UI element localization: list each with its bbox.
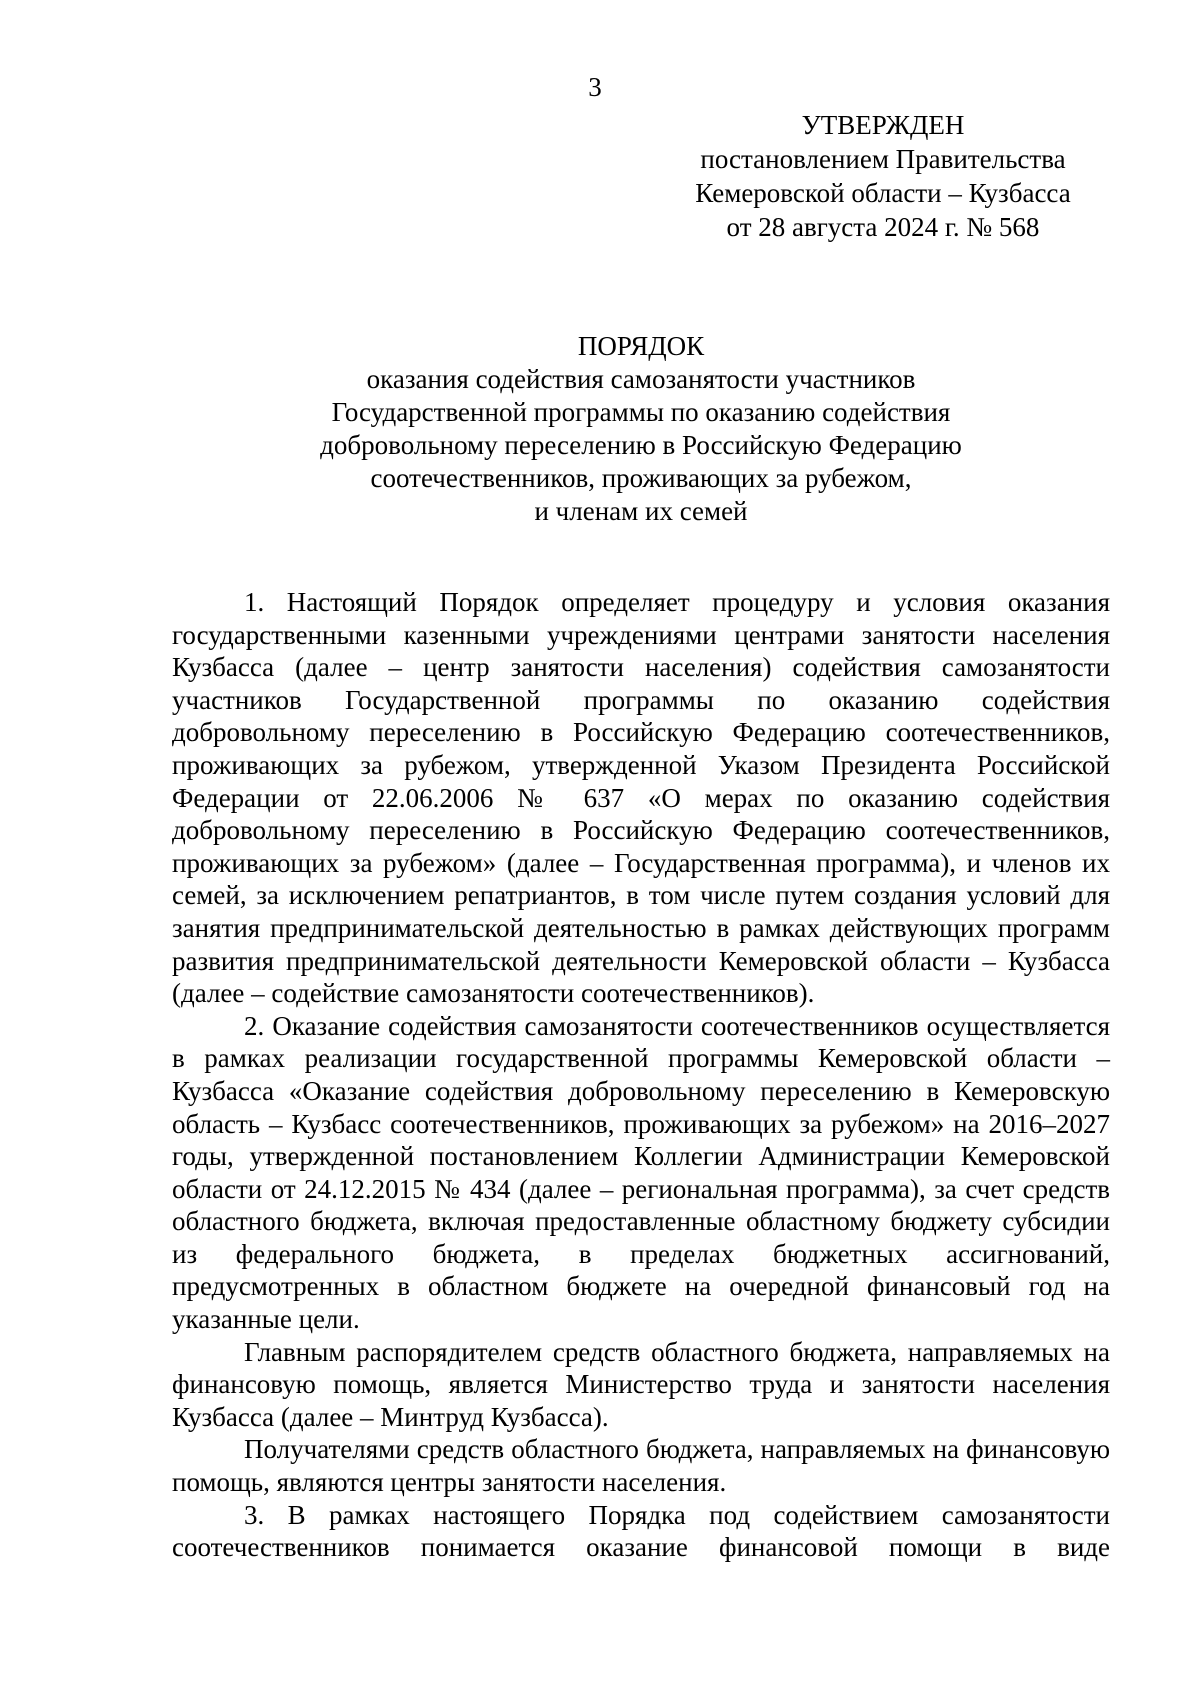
paragraph-1: 1. Настоящий Порядок определяет процедуру и условия оказания государственными казенными учреждениями центрами занятости населения Кузбасса (далее – центр занятости населения) содействия самозанятости участников Государственной программы по оказанию содействия добровольному переселению в Российскую Федерацию соотечественников, проживающих за рубежом, утвержденной Указом Президента Российской Федерации от 22.06.2006 № 637 «О мерах по оказанию содействия добровольному переселению в Российскую Федерацию соотечественников, проживающих за рубежом» (далее – Государственная программа), и членов их семей, за исключением репатриантов, в том числе путем создания условий для занятия предпринимательской деятельностью в рамках действующих программ развития предпринимательской деятельности Кемеровской области – Кузбасса (далее – содействие самозанятости соотечественников). (172, 587, 1110, 1009)
approval-heading: УТВЕРЖДЕН (801, 110, 965, 140)
paragraph-3: 3. В рамках настоящего Порядка под содействием самозанятости соотечественников понимается оказание финансовой помощи в виде (172, 1499, 1110, 1563)
paragraph-2: 2. Оказание содействия самозанятости соотечественников осуществляется в рамках реализации государственной программы Кемеровской области – Кузбасса «Оказание содействия добровольному переселению в Кемеровскую область – Кузбасс соотечественников, проживающих за рубежом» на 2016–2027 годы, утвержденной постановлением Коллегии Администрации Кемеровской области от 24.12.2015 № 434 (далее – региональная программа), за счет средств областного бюджета, включая предоставленные областному бюджету субсидии из федерального бюджета, в пределах бюджетных ассигнований, предусмотренных в областном бюджете на очередной финансовый год на указанные цели. (172, 1010, 1110, 1335)
title-line: добровольному переселению в Российскую Федерацию (320, 430, 962, 460)
title-line: соотечественников, проживающих за рубежом, (370, 463, 912, 493)
approval-line: постановлением Правительства (700, 144, 1066, 174)
document-title (172, 330, 1110, 528)
page-number: 3 (588, 72, 602, 102)
title-line: оказания содействия самозанятости участников (366, 364, 916, 394)
approval-line: Кемеровской области – Кузбасса (695, 178, 1071, 208)
title-line: Государственной программы по оказанию содействия (331, 397, 951, 427)
paragraph-2-recipients: Получателями средств областного бюджета, направляемых на финансовую помощь, являются центры занятости населения. (172, 1434, 1110, 1498)
document-body (172, 586, 1110, 1564)
approval-line: от 28 августа 2024 г. № 568 (726, 212, 1040, 242)
approval-block (663, 108, 1103, 244)
title-line: и членам их семей (534, 496, 748, 526)
paragraph-2-chief-administrator: Главным распорядителем средств областного бюджета, направляемых на финансовую помощь, является Министерство труда и занятости населения Кузбасса (далее – Минтруд Кузбасса). (172, 1336, 1110, 1432)
title-heading: ПОРЯДОК (577, 331, 705, 361)
